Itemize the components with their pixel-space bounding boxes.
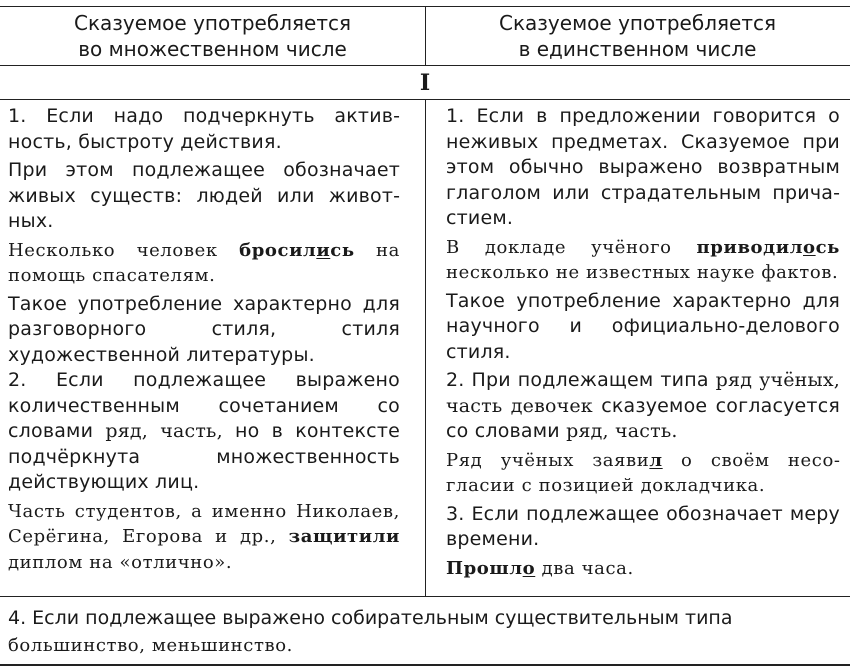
header-right-line1: Сказуемое употребляется bbox=[499, 11, 776, 35]
left-example-1: Несколько человек бросились на помощь спасателям. bbox=[8, 239, 400, 286]
left-example-2: Часть студентов, а именно Николаев, Серёгина, Егорова и др., защитили диплом на «отлично». bbox=[8, 500, 400, 573]
header-right-line2: в единственном числе bbox=[518, 37, 757, 61]
left-column bbox=[8, 104, 400, 575]
header-left-cell bbox=[0, 8, 425, 64]
right-rule-1: 1. Если в предложении говорится о неживых предметах. Сказуемое при этом обычно выражено возвратным глаголом или страдательным причастием. bbox=[446, 105, 840, 229]
right-rule-3: 3. Если подлежащее обозначает меру времени. bbox=[446, 502, 840, 550]
left-note-1: При этом подлежащее обозначает живых существ: людей или животных. bbox=[8, 159, 400, 232]
bottom-rule-4 bbox=[8, 604, 842, 660]
header-right-cell bbox=[425, 8, 850, 64]
bottom-rule-examples: большинство, меньшинство. bbox=[8, 635, 293, 656]
right-example-2: Ряд учёных заявил о своём несогласии с позицией докладчика. bbox=[446, 449, 840, 496]
left-rule-2: 2. Если подлежащее выражено количественным сочетанием со словами ряд, часть, но в контексте подчёркнута множественность действующих лиц. bbox=[8, 369, 400, 493]
right-example-1: В докладе учёного приводилось несколько не известных науке фактов. bbox=[446, 236, 840, 283]
header-left-line1: Сказуемое употребляется bbox=[74, 11, 351, 35]
left-rule-1: 1. Если надо подчеркнуть активность, быстроту действия. bbox=[8, 105, 400, 153]
section-number: I bbox=[419, 70, 431, 96]
right-example-3: Прошло два часа. bbox=[446, 557, 634, 579]
table-bottom-border bbox=[0, 664, 850, 666]
bottom-row-separator bbox=[0, 596, 850, 597]
right-column bbox=[446, 104, 840, 581]
bottom-rule-text: 4. Если подлежащее выражено собирательным существительным типа bbox=[8, 607, 733, 629]
body-column-divider bbox=[425, 100, 426, 596]
header-left-line2: во множественном числе bbox=[78, 37, 347, 61]
right-rule-2: 2. При подлежащем типа ряд учёных, часть девочек сказуемое согласуется со словами ряд, часть. bbox=[446, 369, 840, 442]
left-note-2: Такое употребление характерно для разговорного стиля, стиля художественной литературы. bbox=[8, 292, 400, 366]
right-note-1: Такое употребление характерно для научного и официально-делового стиля. bbox=[446, 289, 840, 363]
